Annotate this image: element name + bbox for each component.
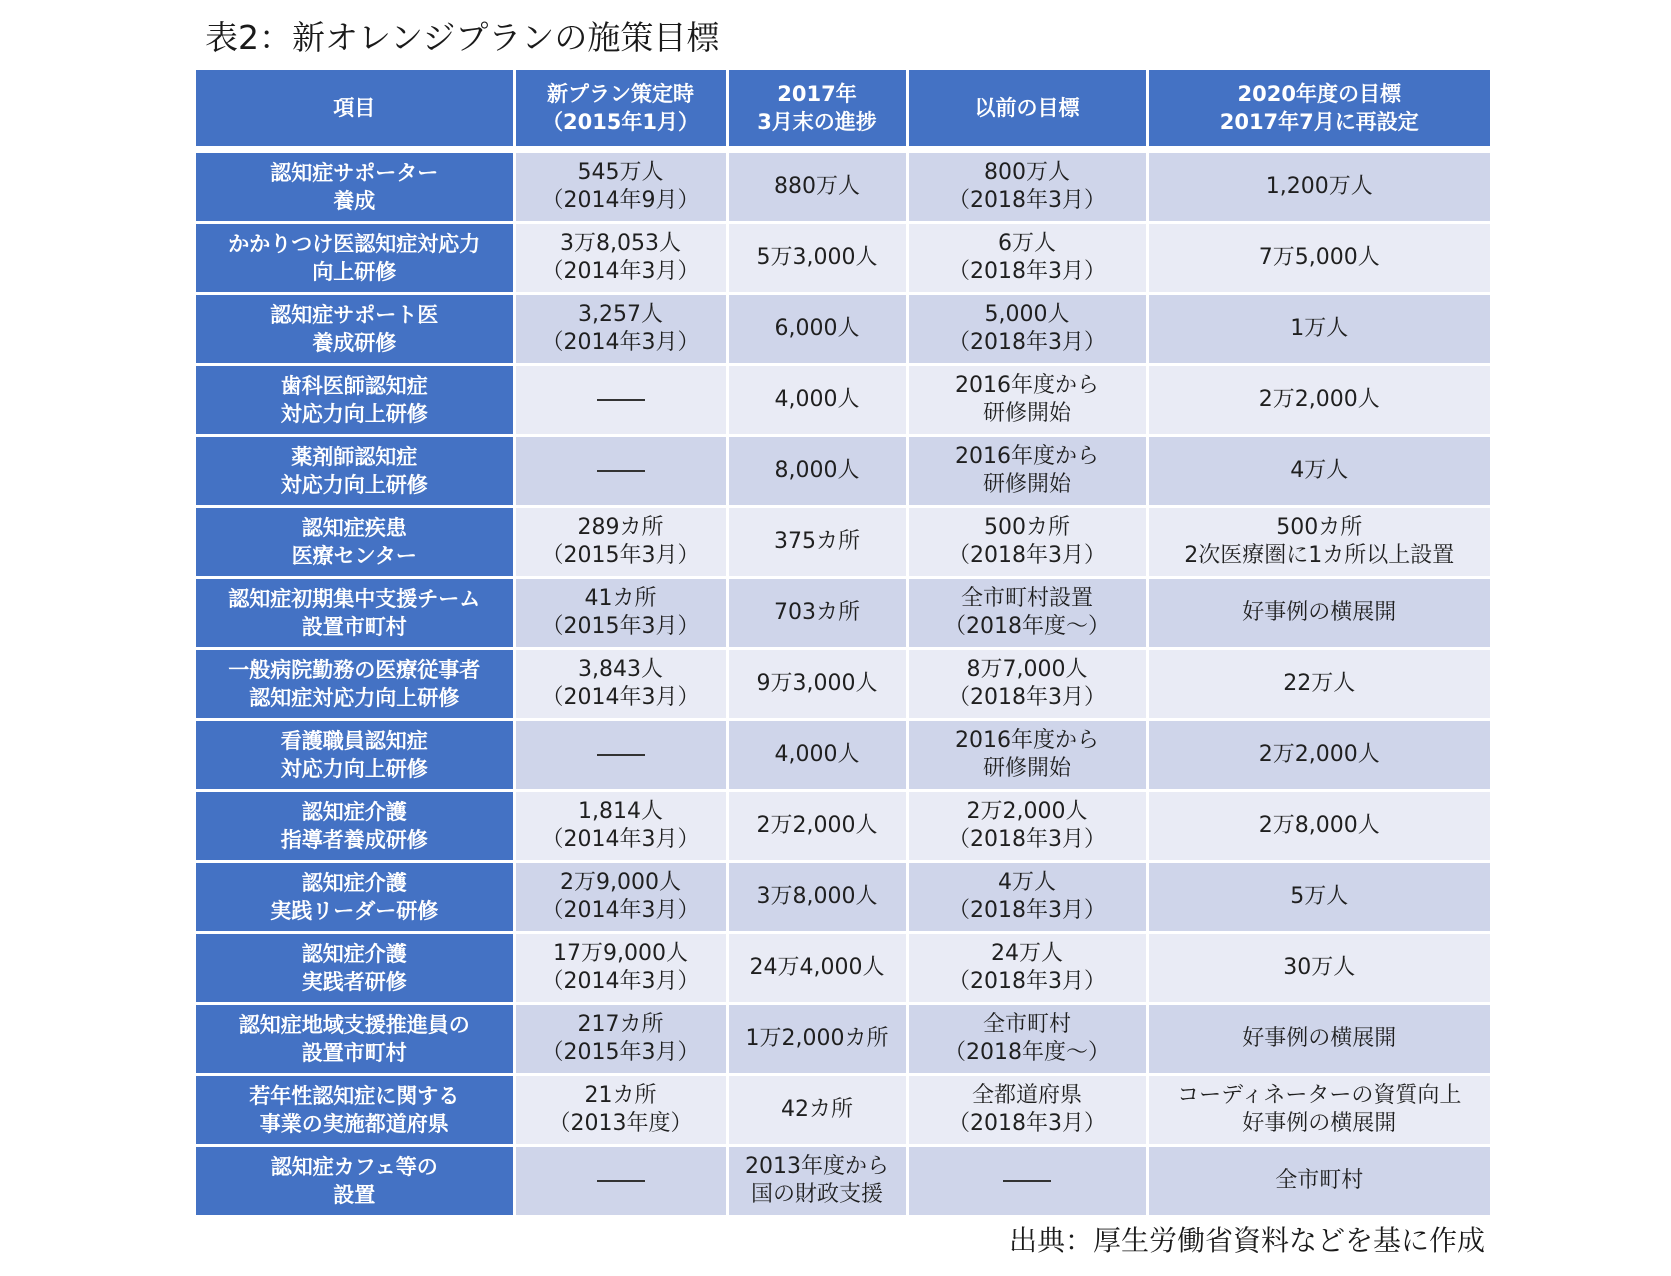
table-cell	[514, 150, 727, 223]
table-cell	[1147, 1004, 1490, 1075]
cell-line: 24万4,000人	[749, 955, 885, 980]
cell-line: 6万人	[998, 231, 1056, 256]
table-cell	[727, 862, 907, 933]
table-cell	[727, 791, 907, 862]
cell-line: （2014年3月）	[541, 330, 700, 355]
cell-line: 3万8,000人	[756, 884, 878, 909]
table-cell	[1147, 862, 1490, 933]
cell-line: 41カ所	[584, 586, 657, 611]
table-cell	[514, 791, 727, 862]
cell-line: 2万2,000人	[1258, 742, 1380, 767]
cell-line: 21カ所	[584, 1083, 657, 1108]
cell-line: 545万人	[577, 160, 664, 185]
dash-placeholder	[597, 754, 645, 756]
cell-line: 養成研修	[312, 331, 397, 355]
table-cell	[514, 1004, 727, 1075]
cell-line: 22万人	[1283, 671, 1356, 696]
cell-line: （2015年3月）	[541, 614, 700, 639]
cell-line: 認知症疾患	[301, 516, 407, 540]
dash-placeholder	[597, 399, 645, 401]
table-cell	[727, 150, 907, 223]
table-row	[196, 862, 1490, 933]
cell-line: 認知症介護	[301, 800, 407, 824]
row-header-cell	[196, 507, 514, 578]
cell-line: 800万人	[984, 160, 1070, 185]
cell-line: 42カ所	[781, 1097, 853, 1122]
cell-line: 7万5,000人	[1258, 245, 1380, 270]
cell-line: （2014年3月）	[541, 685, 700, 710]
row-header-cell	[196, 720, 514, 791]
cell-line: （2014年3月）	[541, 259, 700, 284]
cell-line: 認知症カフェ等の	[270, 1155, 438, 1179]
cell-line: （2013年度）	[548, 1111, 693, 1136]
table-cell	[907, 578, 1147, 649]
column-header	[196, 70, 514, 150]
column-header	[514, 70, 727, 150]
table-row	[196, 649, 1490, 720]
cell-line: （2018年度～）	[944, 614, 1110, 639]
cell-line: 6,000人	[774, 316, 860, 341]
table-cell	[907, 365, 1147, 436]
cell-line: 880万人	[774, 174, 860, 199]
table-cell	[727, 223, 907, 294]
dash-placeholder	[1003, 1180, 1051, 1182]
cell-line: 実践者研修	[301, 970, 407, 994]
table-row	[196, 436, 1490, 507]
cell-line: 500カ所	[984, 515, 1070, 540]
row-header-cell	[196, 933, 514, 1004]
table-cell	[727, 365, 907, 436]
table-cell	[1147, 1146, 1490, 1217]
table-cell	[907, 436, 1147, 507]
cell-line: かかりつけ医認知症対応力	[228, 232, 481, 256]
table-cell	[1147, 223, 1490, 294]
row-header-cell	[196, 862, 514, 933]
table-cell	[727, 933, 907, 1004]
table-cell	[907, 223, 1147, 294]
cell-line: 対応力向上研修	[280, 757, 428, 781]
cell-line: 認知症サポート医	[270, 303, 439, 327]
table-cell	[727, 649, 907, 720]
column-header	[1147, 70, 1490, 150]
table-cell	[1147, 578, 1490, 649]
cell-line: 1万2,000カ所	[745, 1026, 889, 1051]
column-header-line: 新プラン策定時	[547, 82, 694, 106]
table-cell	[1147, 1075, 1490, 1146]
cell-line: 看護職員認知症	[280, 729, 428, 753]
cell-line: （2018年3月）	[948, 969, 1106, 994]
row-header-cell	[196, 1004, 514, 1075]
table-cell	[514, 578, 727, 649]
cell-line: 医療センター	[291, 544, 417, 568]
row-header-cell	[196, 294, 514, 365]
table-cell	[514, 507, 727, 578]
cell-line: 2次医療圏に1カ所以上設置	[1184, 543, 1455, 568]
cell-line: 1万人	[1290, 316, 1349, 341]
cell-line: 設置市町村	[301, 1041, 407, 1065]
table-cell	[907, 862, 1147, 933]
table-cell	[907, 791, 1147, 862]
cell-line: 1,814人	[578, 799, 663, 824]
table-cell	[727, 1004, 907, 1075]
row-header-cell	[196, 1146, 514, 1217]
cell-line: 全市町村	[1275, 1168, 1364, 1193]
row-header-cell	[196, 150, 514, 223]
cell-line: 2万2,000人	[1258, 387, 1380, 412]
row-header-cell	[196, 223, 514, 294]
table-row	[196, 223, 1490, 294]
cell-line: 217カ所	[577, 1012, 664, 1037]
table-row	[196, 1075, 1490, 1146]
table-row	[196, 294, 1490, 365]
cell-line: （2018年3月）	[948, 1111, 1106, 1136]
table-row	[196, 791, 1490, 862]
table-cell	[514, 862, 727, 933]
column-header-line: 3月末の進捗	[757, 110, 877, 134]
cell-line: 5,000人	[984, 302, 1070, 327]
table-header-row	[196, 70, 1490, 150]
row-header-cell	[196, 649, 514, 720]
row-header-cell	[196, 436, 514, 507]
table-cell	[907, 1146, 1147, 1217]
cell-line: 2013年度から	[745, 1154, 889, 1179]
table-row	[196, 578, 1490, 649]
column-header-line: 項目	[333, 96, 376, 120]
table-cell	[727, 507, 907, 578]
cell-line: 4万人	[1290, 458, 1349, 483]
table-cell	[1147, 720, 1490, 791]
cell-line: 8,000人	[774, 458, 860, 483]
cell-line: 2万2,000人	[756, 813, 878, 838]
table-cell	[907, 649, 1147, 720]
cell-line: （2018年3月）	[948, 188, 1106, 213]
cell-line: （2018年3月）	[948, 330, 1106, 355]
column-header-line: 2017年	[777, 82, 857, 106]
cell-line: 3,843人	[578, 657, 663, 682]
column-header-line: 2020年度の目標	[1237, 82, 1401, 106]
cell-line: 対応力向上研修	[280, 402, 428, 426]
cell-line: 2万8,000人	[1258, 813, 1380, 838]
table-row	[196, 507, 1490, 578]
cell-line: （2015年3月）	[541, 1040, 700, 1065]
cell-line: 289カ所	[577, 515, 664, 540]
cell-line: （2015年3月）	[541, 543, 700, 568]
table-cell	[727, 436, 907, 507]
cell-line: 認知症介護	[301, 942, 407, 966]
cell-line: （2014年3月）	[541, 898, 700, 923]
source-note: 出典：厚生労働省資料などを基に作成	[1008, 1224, 1485, 1257]
cell-line: 3万8,053人	[560, 231, 681, 256]
policy-targets-table	[196, 70, 1490, 1218]
row-header-cell	[196, 365, 514, 436]
cell-line: 17万9,000人	[553, 941, 688, 966]
cell-line: 2016年度から	[955, 373, 1099, 398]
cell-line: （2018年3月）	[948, 543, 1106, 568]
cell-line: 3,257人	[578, 302, 663, 327]
column-header	[727, 70, 907, 150]
cell-line: 向上研修	[312, 260, 397, 284]
table-row	[196, 150, 1490, 223]
cell-line: 9万3,000人	[756, 671, 878, 696]
cell-line: 2016年度から	[955, 444, 1099, 469]
table-row	[196, 933, 1490, 1004]
table-cell	[1147, 365, 1490, 436]
table-row	[196, 1004, 1490, 1075]
cell-line: 4,000人	[774, 742, 860, 767]
table-cell	[907, 507, 1147, 578]
column-header	[907, 70, 1147, 150]
cell-line: 2万9,000人	[560, 870, 681, 895]
table-body	[196, 150, 1490, 1217]
cell-line: 設置市町村	[301, 615, 407, 639]
cell-line: 認知症地域支援推進員の	[238, 1013, 470, 1037]
cell-line: （2018年度～）	[944, 1040, 1110, 1065]
cell-line: 設置	[333, 1183, 376, 1207]
table-cell	[1147, 436, 1490, 507]
cell-line: コーディネーターの資質向上	[1177, 1083, 1462, 1108]
cell-line: 一般病院勤務の医療従事者	[228, 658, 481, 682]
table-cell	[1147, 294, 1490, 365]
cell-line: 8万7,000人	[966, 657, 1088, 682]
table-cell	[907, 150, 1147, 223]
dash-placeholder	[597, 470, 645, 472]
cell-line: 養成	[333, 189, 376, 213]
table-cell	[907, 1004, 1147, 1075]
cell-line: 1,200万人	[1265, 174, 1373, 199]
column-header-line: （2015年1月）	[541, 110, 700, 134]
cell-line: 2016年度から	[955, 728, 1099, 753]
cell-line: 全市町村	[982, 1012, 1071, 1037]
cell-line: 4,000人	[774, 387, 860, 412]
cell-line: （2018年3月）	[948, 898, 1106, 923]
table-cell	[514, 649, 727, 720]
table-cell	[1147, 791, 1490, 862]
table-cell	[907, 1075, 1147, 1146]
cell-line: 認知症サポーター	[270, 161, 439, 185]
row-header-cell	[196, 578, 514, 649]
cell-line: （2018年3月）	[948, 259, 1106, 284]
cell-line: 認知症介護	[301, 871, 407, 895]
cell-line: 認知症対応力向上研修	[249, 686, 460, 710]
cell-line: 研修開始	[982, 756, 1071, 781]
cell-line: 4万人	[998, 870, 1056, 895]
cell-line: 375カ所	[774, 529, 860, 554]
table-cell	[727, 1146, 907, 1217]
cell-line: 実践リーダー研修	[270, 899, 439, 923]
table-cell	[907, 933, 1147, 1004]
table-cell	[727, 578, 907, 649]
cell-line: 24万人	[991, 941, 1063, 966]
cell-line: （2018年3月）	[948, 827, 1106, 852]
table-cell	[907, 720, 1147, 791]
page-title: 表2：新オレンジプランの施策目標	[205, 18, 720, 57]
cell-line: 5万3,000人	[756, 245, 878, 270]
table-cell	[727, 1075, 907, 1146]
cell-line: 対応力向上研修	[280, 473, 428, 497]
cell-line: 認知症初期集中支援チーム	[228, 587, 481, 611]
table-row	[196, 365, 1490, 436]
table-cell	[727, 720, 907, 791]
table-cell	[1147, 649, 1490, 720]
cell-line: 研修開始	[982, 472, 1071, 497]
table-cell	[514, 223, 727, 294]
cell-line: （2014年9月）	[541, 188, 700, 213]
cell-line: 国の財政支援	[750, 1182, 883, 1207]
cell-line: 5万人	[1290, 884, 1349, 909]
cell-line: 好事例の横展開	[1242, 600, 1397, 625]
table-cell	[514, 294, 727, 365]
cell-line: 全都道府県	[971, 1083, 1082, 1108]
column-header-line: 2017年7月に再設定	[1219, 110, 1419, 134]
table-cell	[514, 365, 727, 436]
table-cell	[1147, 933, 1490, 1004]
cell-line: 研修開始	[982, 401, 1071, 426]
table-row	[196, 720, 1490, 791]
dash-placeholder	[597, 1180, 645, 1182]
column-header-line: 以前の目標	[974, 96, 1080, 120]
cell-line: 薬剤師認知症	[291, 445, 418, 469]
table-row	[196, 1146, 1490, 1217]
row-header-cell	[196, 791, 514, 862]
cell-line: 2万2,000人	[966, 799, 1088, 824]
table-cell	[1147, 150, 1490, 223]
cell-line: 歯科医師認知症	[280, 374, 428, 398]
cell-line: （2014年3月）	[541, 969, 700, 994]
cell-line: 703カ所	[774, 600, 860, 625]
cell-line: 若年性認知症に関する	[249, 1084, 460, 1108]
cell-line: 事業の実施都道府県	[259, 1112, 449, 1136]
table-cell	[514, 436, 727, 507]
cell-line: 500カ所	[1276, 515, 1363, 540]
cell-line: 好事例の横展開	[1242, 1111, 1397, 1136]
table-cell	[1147, 507, 1490, 578]
cell-line: 指導者養成研修	[280, 828, 428, 852]
row-header-cell	[196, 1075, 514, 1146]
table-cell	[514, 720, 727, 791]
table-cell	[907, 294, 1147, 365]
table-cell	[514, 1146, 727, 1217]
table-cell	[514, 1075, 727, 1146]
table-cell	[514, 933, 727, 1004]
cell-line: 30万人	[1283, 955, 1356, 980]
cell-line: （2014年3月）	[541, 827, 700, 852]
cell-line: 全市町村設置	[960, 586, 1093, 611]
cell-line: （2018年3月）	[948, 685, 1106, 710]
cell-line: 好事例の横展開	[1242, 1026, 1397, 1051]
table-cell	[727, 294, 907, 365]
